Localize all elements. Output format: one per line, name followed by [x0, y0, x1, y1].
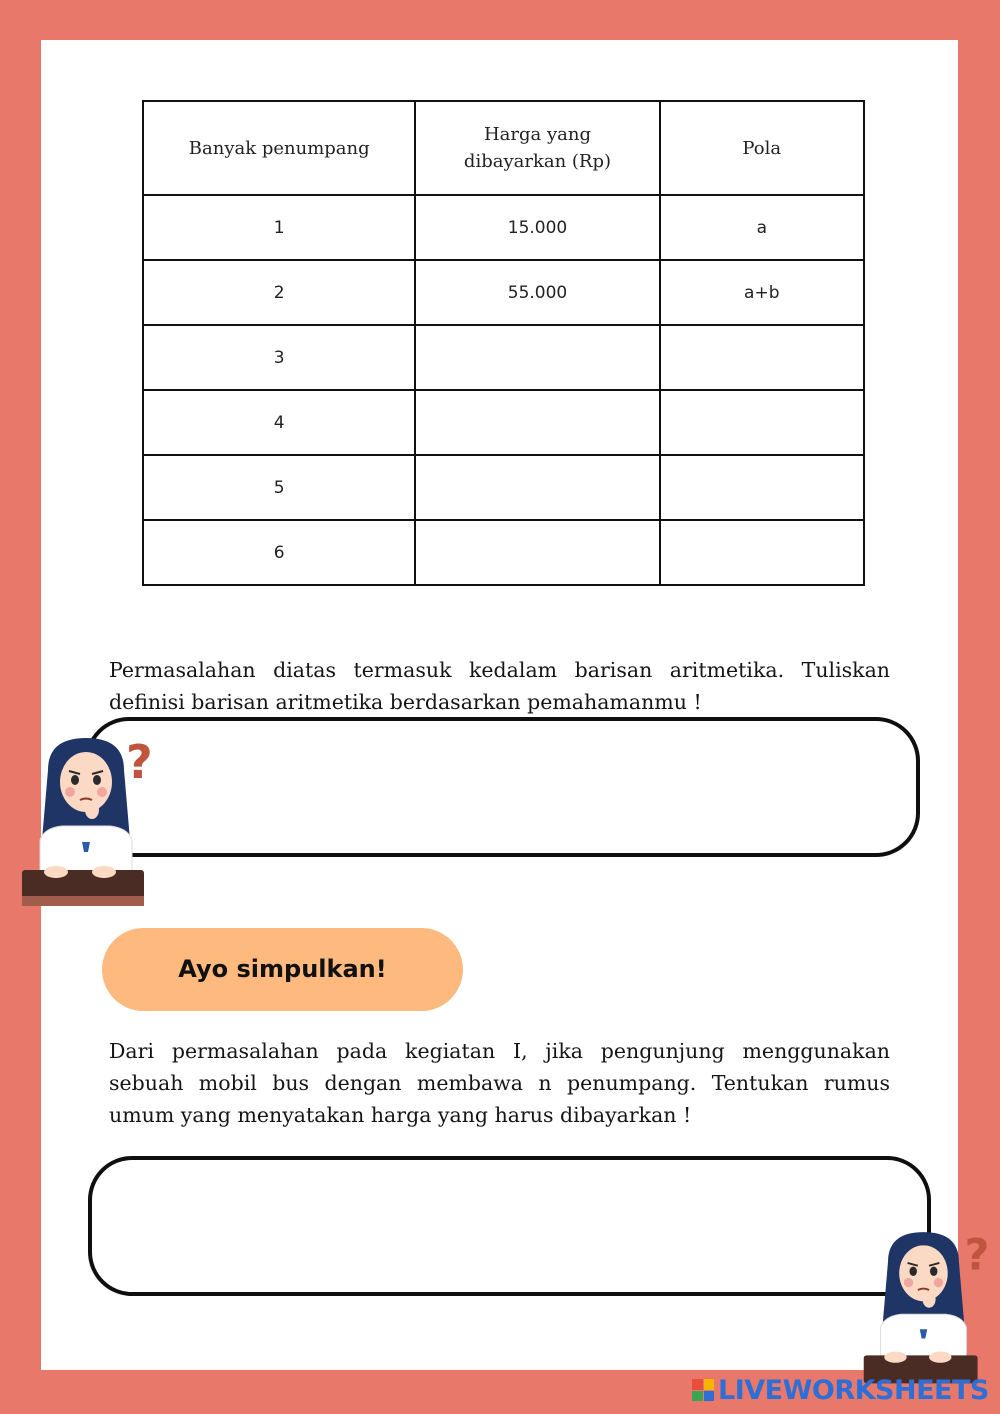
answer-box-definition[interactable]	[85, 717, 920, 857]
cell-pattern[interactable]	[660, 455, 864, 520]
svg-text:?: ?	[964, 1230, 990, 1281]
cell-pattern[interactable]: a+b	[660, 260, 864, 325]
answer-box-formula[interactable]	[88, 1156, 931, 1296]
header-banyak-penumpang: Banyak penumpang	[143, 101, 415, 195]
cell-passengers: 6	[143, 520, 415, 585]
cell-pattern[interactable]	[660, 390, 864, 455]
table-header-row	[143, 101, 864, 195]
cell-price[interactable]	[415, 390, 659, 455]
ayo-simpulkan-label: Ayo simpulkan!	[102, 928, 463, 1011]
table-row	[143, 390, 864, 455]
thinking-student-illustration	[18, 730, 168, 915]
cell-pattern[interactable]	[660, 325, 864, 390]
liveworksheets-icon	[692, 1379, 714, 1401]
table-row	[143, 325, 864, 390]
liveworksheets-logo	[692, 1374, 989, 1406]
svg-text:?: ?	[126, 735, 153, 789]
cell-price[interactable]: 55.000	[415, 260, 659, 325]
brand-name: LIVEWORKSHEETS	[718, 1374, 989, 1406]
cell-passengers: 3	[143, 325, 415, 390]
table-row	[143, 195, 864, 260]
header-pola: Pola	[660, 101, 864, 195]
question-general-formula: Dari permasalahan pada kegiatan I, jika pengunjung menggunakan sebuah mobil bus dengan membawa n penumpang. Tentukan rumus umum yang menyatakan harga yang harus dibayarkan !	[109, 1039, 890, 1127]
table-row	[143, 520, 864, 585]
table-row	[143, 455, 864, 520]
question-arithmetic-definition: Permasalahan diatas termasuk kedalam barisan aritmetika. Tuliskan definisi barisan aritmetika berdasarkan pemahamanmu !	[109, 658, 890, 714]
cell-passengers: 2	[143, 260, 415, 325]
cell-price[interactable]	[415, 455, 659, 520]
cell-passengers: 1	[143, 195, 415, 260]
table-row	[143, 260, 864, 325]
passenger-price-table	[142, 100, 865, 586]
cell-price[interactable]	[415, 520, 659, 585]
cell-price[interactable]: 15.000	[415, 195, 659, 260]
header-harga-text: Harga yang dibayarkan (Rp)	[463, 124, 612, 172]
header-harga	[415, 101, 659, 195]
cell-pattern[interactable]: a	[660, 195, 864, 260]
cell-price[interactable]	[415, 325, 659, 390]
cell-passengers: 5	[143, 455, 415, 520]
cell-pattern[interactable]	[660, 520, 864, 585]
cell-passengers: 4	[143, 390, 415, 455]
